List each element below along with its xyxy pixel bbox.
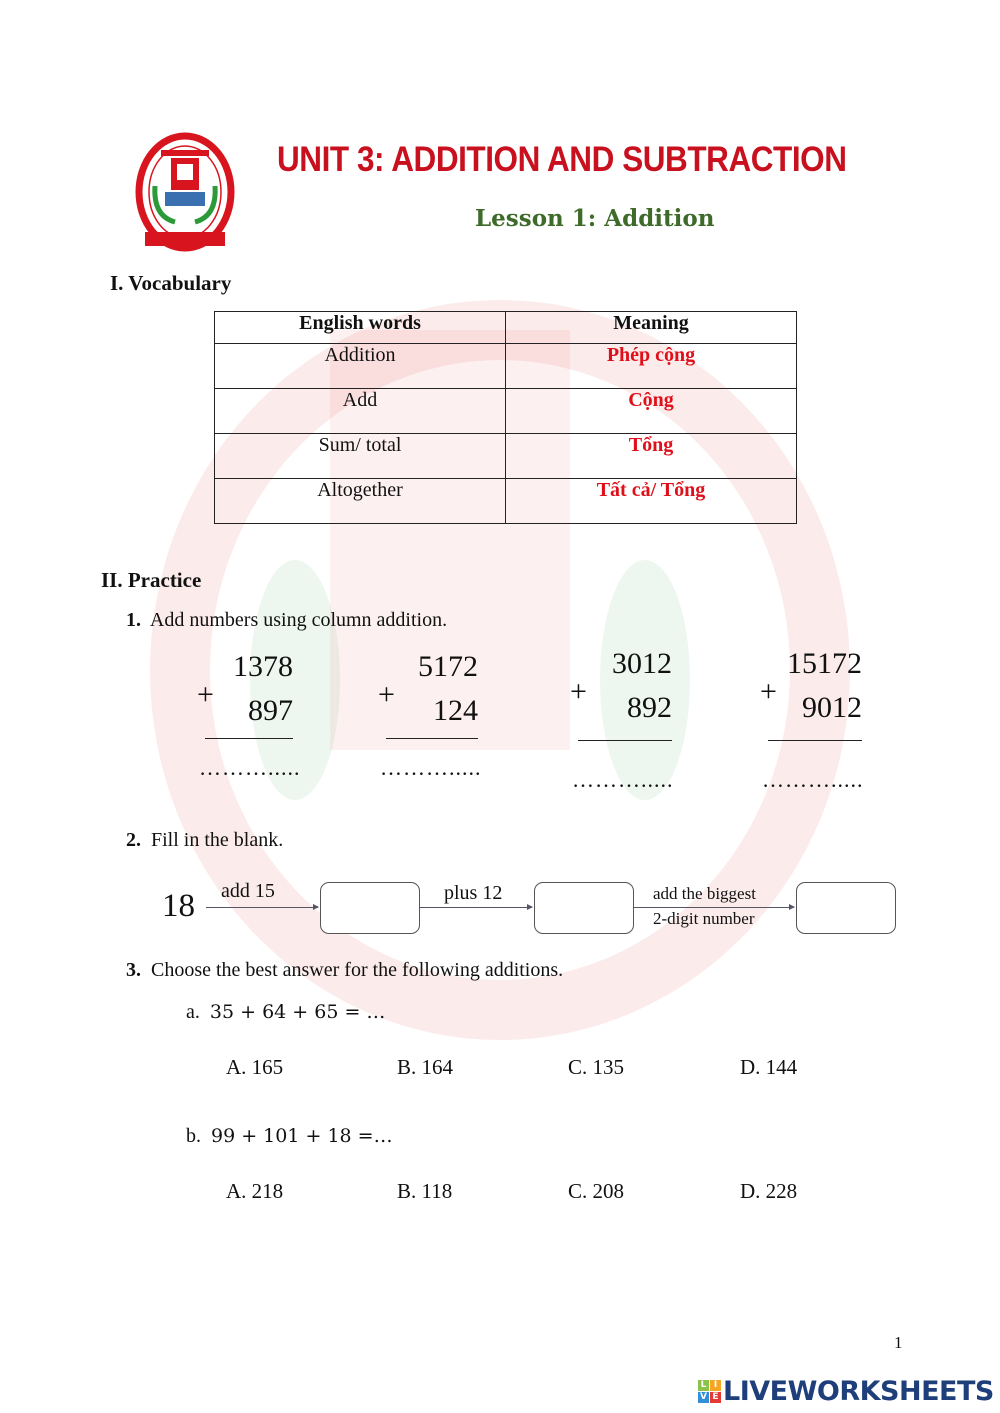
- table-row: [215, 389, 797, 434]
- english-word: Sum/ total: [215, 434, 506, 479]
- option-c[interactable]: C. 208: [568, 1179, 625, 1203]
- logo-letter: I: [710, 1380, 721, 1391]
- addend: 9012: [802, 691, 862, 724]
- question-text: Choose the best answer for the following additions.: [151, 959, 564, 981]
- arrow-icon: [634, 907, 794, 908]
- sub-question-label: a.: [186, 1001, 200, 1023]
- unit-title: UNIT 3: ADDITION AND SUBTRACTION: [277, 140, 847, 179]
- expression: 99 + 101 + 18 =…: [211, 1125, 393, 1147]
- plus-sign: +: [570, 675, 587, 708]
- option-a[interactable]: A. 165: [226, 1055, 284, 1079]
- english-word: Add: [215, 389, 506, 434]
- step-label: add 15: [221, 880, 275, 902]
- answer-blank[interactable]: ……….....: [199, 755, 301, 780]
- question-number: 2.: [126, 829, 141, 851]
- addend: 15172: [787, 647, 862, 680]
- answer-box-1[interactable]: [320, 882, 420, 934]
- addend: 1378: [233, 650, 293, 683]
- vocabulary-table: [214, 311, 797, 524]
- plus-sign: +: [197, 678, 214, 711]
- answer-blank[interactable]: ……….....: [380, 755, 482, 780]
- vocabulary-heading: I. Vocabulary: [110, 271, 232, 295]
- addend: 892: [627, 691, 672, 724]
- meaning: Tất cả/ Tổng: [506, 479, 797, 524]
- practice-heading: II. Practice: [101, 568, 202, 592]
- option-a[interactable]: A. 218: [226, 1179, 284, 1203]
- column-header: English words: [215, 312, 506, 344]
- step-label: plus 12: [444, 882, 503, 904]
- option-d[interactable]: D. 228: [740, 1179, 798, 1203]
- meaning: Cộng: [506, 389, 797, 434]
- start-number: 18: [162, 888, 195, 924]
- page-number: 1: [894, 1333, 903, 1352]
- option-c[interactable]: C. 135: [568, 1055, 625, 1079]
- question-number: 3.: [126, 959, 141, 981]
- expression: 35 + 64 + 65 = …: [209, 1001, 386, 1023]
- plus-sign: +: [378, 678, 395, 711]
- answer-box-2[interactable]: [534, 882, 634, 934]
- lesson-title: Lesson 1: Addition: [475, 205, 715, 232]
- liveworksheets-brand[interactable]: LIVEWORKSHEETS: [723, 1376, 994, 1407]
- addend: 5172: [418, 650, 478, 683]
- meaning: Phép cộng: [506, 344, 797, 389]
- logo-letter: E: [710, 1392, 721, 1403]
- question-text: Add numbers using column addition.: [149, 609, 448, 631]
- answer-blank[interactable]: ……….....: [762, 767, 864, 792]
- arrow-icon: [420, 907, 532, 908]
- option-d[interactable]: D. 144: [740, 1055, 798, 1079]
- meaning: Tổng: [506, 434, 797, 479]
- arrow-icon: [206, 907, 318, 908]
- liveworksheets-logo-icon: [698, 1380, 721, 1403]
- step-label: 2-digit number: [653, 909, 755, 928]
- column-header: Meaning: [506, 312, 797, 344]
- english-word: Altogether: [215, 479, 506, 524]
- logo-letter: L: [698, 1380, 709, 1391]
- table-row: [215, 344, 797, 389]
- step-label: add the biggest: [653, 884, 756, 903]
- english-word: Addition: [215, 344, 506, 389]
- table-row: [215, 434, 797, 479]
- plus-sign: +: [760, 675, 777, 708]
- logo-letter: V: [698, 1392, 709, 1403]
- addend: 124: [433, 694, 478, 727]
- option-b[interactable]: B. 118: [397, 1179, 453, 1203]
- school-logo: [135, 126, 235, 254]
- question-number: 1.: [126, 609, 141, 631]
- answer-blank[interactable]: ……….....: [572, 767, 674, 792]
- answer-box-3[interactable]: [796, 882, 896, 934]
- option-b[interactable]: B. 164: [397, 1055, 454, 1079]
- table-row: [215, 479, 797, 524]
- addend: 3012: [612, 647, 672, 680]
- question-text: Fill in the blank.: [151, 829, 284, 851]
- sub-question-label: b.: [186, 1125, 201, 1147]
- addend: 897: [248, 694, 293, 727]
